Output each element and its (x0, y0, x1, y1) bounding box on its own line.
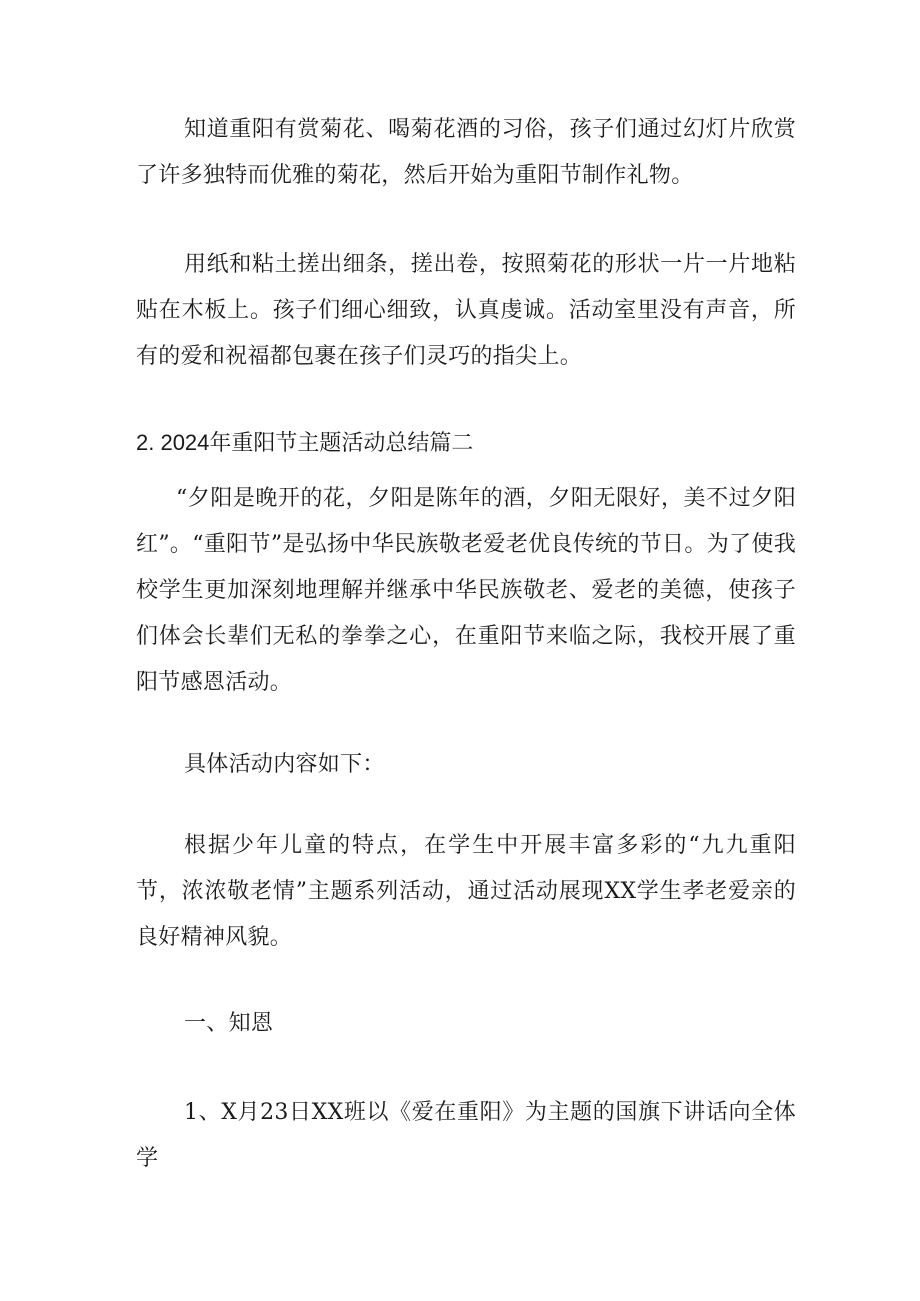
paragraph-clay-craft: 用纸和粘土搓出细条，搓出卷，按照菊花的形状一片一片地粘贴在木板上。孩子们细心细致，认真虔诚。活动室里没有声音，所有的爱和祝福都包裹在孩子们灵巧的指尖上。 (136, 252, 796, 369)
subheading-zhi-en: 一、知恩 (184, 1011, 274, 1036)
paragraph-sunset-quote: “夕阳是晚开的花，夕阳是陈年的酒，夕阳无限好，美不过夕阳红”。“重阳节”是弘扬中华民族敬老爱老优良传统的节日。为了使我校学生更加深刻地理解并继承中华民族敬老、爱老的美德，使孩子们体会长辈们无私的拳拳之心，在重阳节来临之际，我校开展了重阳节感恩活动。 (136, 486, 796, 695)
paragraph-chrysanthemum-customs: 知道重阳有赏菊花、喝菊花酒的习俗，孩子们通过幻灯片欣赏了许多独特而优雅的菊花，然后开始为重阳节制作礼物。 (136, 117, 796, 188)
paragraph-item-one: 1、X月23日XX班以《爱在重阳》为主题的国旗下讲话向全体学 (136, 1100, 796, 1171)
paragraph-activity-intro: 具体活动内容如下： (184, 752, 385, 777)
paragraph-activity-description: 根据少年儿童的特点，在学生中开展丰富多彩的“九九重阳节，浓浓敬老情”主题系列活动，通过活动展现XX学生孝老爱亲的良好精神风貌。 (136, 833, 796, 950)
section-heading-part-two: 2. 2024年重阳节主题活动总结篇二 (136, 430, 474, 455)
